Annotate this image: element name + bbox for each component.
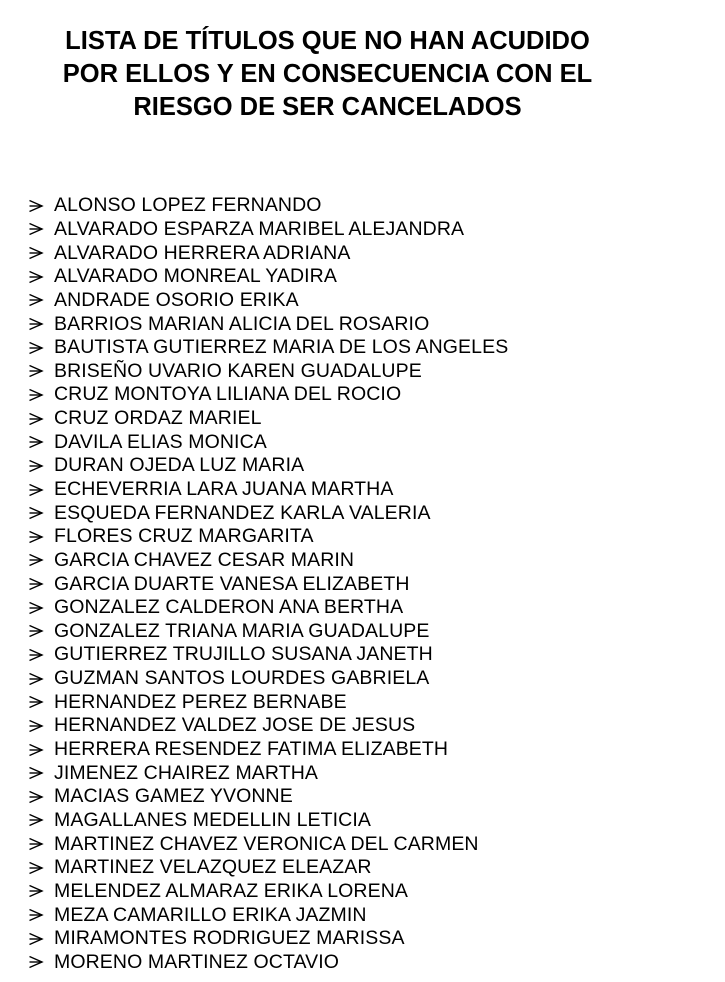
arrowhead-bullet-icon [28, 695, 44, 709]
person-name: JIMENEZ CHAIREZ MARTHA [54, 761, 319, 784]
list-item [28, 265, 508, 289]
arrowhead-bullet-icon [28, 837, 44, 851]
list-item [28, 336, 508, 360]
person-name: MARTINEZ CHAVEZ VERONICA DEL CARMEN [54, 832, 479, 855]
arrowhead-bullet-icon [28, 861, 44, 875]
list-item [28, 194, 508, 218]
person-name: ALONSO LOPEZ FERNANDO [54, 194, 322, 217]
list-item [28, 478, 508, 502]
arrowhead-bullet-icon [28, 341, 44, 355]
arrowhead-bullet-icon [28, 766, 44, 780]
arrowhead-bullet-icon [28, 222, 44, 236]
list-item [28, 714, 508, 738]
list-item [28, 407, 508, 431]
person-name: HERNANDEZ VALDEZ JOSE DE JESUS [54, 714, 416, 737]
arrowhead-bullet-icon [28, 317, 44, 331]
person-name: MELENDEZ ALMARAZ ERIKA LORENA [54, 879, 408, 902]
person-name: HERRERA RESENDEZ FATIMA ELIZABETH [54, 738, 449, 761]
person-name: MORENO MARTINEZ OCTAVIO [54, 950, 340, 973]
list-item [28, 525, 508, 549]
list-item [28, 289, 508, 313]
list-item [28, 241, 508, 265]
list-item [28, 359, 508, 383]
title-line: LISTA DE TÍTULOS QUE NO HAN ACUDIDO [65, 27, 590, 55]
arrowhead-bullet-icon [28, 624, 44, 638]
person-name: FLORES CRUZ MARGARITA [54, 525, 314, 548]
person-name: DURAN OJEDA LUZ MARIA [54, 454, 305, 477]
person-name: GONZALEZ CALDERON ANA BERTHA [54, 596, 404, 619]
list-item [28, 218, 508, 242]
list-item [28, 785, 508, 809]
list-item [28, 761, 508, 785]
list-item [28, 430, 508, 454]
list-item [28, 738, 508, 762]
arrowhead-bullet-icon [28, 790, 44, 804]
title-line: POR ELLOS Y EN CONSECUENCIA CON EL [62, 60, 593, 88]
person-name: CRUZ MONTOYA LILIANA DEL ROCIO [54, 383, 402, 406]
person-name: MIRAMONTES RODRIGUEZ MARISSA [54, 927, 405, 950]
arrowhead-bullet-icon [28, 199, 44, 213]
arrowhead-bullet-icon [28, 672, 44, 686]
person-name: GUTIERREZ TRUJILLO SUSANA JANETH [54, 643, 433, 666]
arrowhead-bullet-icon [28, 530, 44, 544]
list-item [28, 690, 508, 714]
arrowhead-bullet-icon [28, 506, 44, 520]
person-name: ALVARADO HERRERA ADRIANA [54, 241, 351, 264]
arrowhead-bullet-icon [28, 364, 44, 378]
arrowhead-bullet-icon [28, 813, 44, 827]
names-list [28, 194, 508, 974]
arrowhead-bullet-icon [28, 459, 44, 473]
arrowhead-bullet-icon [28, 553, 44, 567]
arrowhead-bullet-icon [28, 293, 44, 307]
arrowhead-bullet-icon [28, 270, 44, 284]
list-item [28, 572, 508, 596]
list-item [28, 856, 508, 880]
person-name: ALVARADO ESPARZA MARIBEL ALEJANDRA [54, 217, 465, 240]
list-item [28, 596, 508, 620]
list-item [28, 643, 508, 667]
list-item [28, 383, 508, 407]
person-name: ALVARADO MONREAL YADIRA [54, 265, 337, 288]
arrowhead-bullet-icon [28, 246, 44, 260]
person-name: HERNANDEZ PEREZ BERNABE [54, 690, 347, 713]
arrowhead-bullet-icon [28, 719, 44, 733]
document-title [0, 25, 655, 124]
arrowhead-bullet-icon [28, 955, 44, 969]
arrowhead-bullet-icon [28, 412, 44, 426]
person-name: MAGALLANES MEDELLIN LETICIA [54, 808, 371, 831]
title-line: RIESGO DE SER CANCELADOS [133, 93, 522, 121]
list-item [28, 454, 508, 478]
arrowhead-bullet-icon [28, 388, 44, 402]
arrowhead-bullet-icon [28, 577, 44, 591]
person-name: GUZMAN SANTOS LOURDES GABRIELA [54, 667, 430, 690]
person-name: CRUZ ORDAZ MARIEL [54, 407, 262, 430]
person-name: MARTINEZ VELAZQUEZ ELEAZAR [54, 856, 372, 879]
person-name: GARCIA CHAVEZ CESAR MARIN [54, 548, 355, 571]
list-item [28, 832, 508, 856]
person-name: ANDRADE OSORIO ERIKA [54, 288, 299, 311]
person-name: BAUTISTA GUTIERREZ MARIA DE LOS ANGELES [54, 336, 509, 359]
arrowhead-bullet-icon [28, 648, 44, 662]
list-item [28, 312, 508, 336]
person-name: ESQUEDA FERNANDEZ KARLA VALERIA [54, 501, 431, 524]
person-name: GONZALEZ TRIANA MARIA GUADALUPE [54, 619, 430, 642]
arrowhead-bullet-icon [28, 743, 44, 757]
list-item [28, 809, 508, 833]
person-name: GARCIA DUARTE VANESA ELIZABETH [54, 572, 410, 595]
arrowhead-bullet-icon [28, 932, 44, 946]
list-item [28, 880, 508, 904]
person-name: BRISEÑO UVARIO KAREN GUADALUPE [54, 359, 422, 382]
arrowhead-bullet-icon [28, 601, 44, 615]
person-name: BARRIOS MARIAN ALICIA DEL ROSARIO [54, 312, 430, 335]
person-name: MACIAS GAMEZ YVONNE [54, 785, 293, 808]
person-name: MEZA CAMARILLO ERIKA JAZMIN [54, 903, 367, 926]
arrowhead-bullet-icon [28, 908, 44, 922]
arrowhead-bullet-icon [28, 483, 44, 497]
list-item [28, 667, 508, 691]
arrowhead-bullet-icon [28, 884, 44, 898]
list-item [28, 951, 508, 975]
person-name: ECHEVERRIA LARA JUANA MARTHA [54, 478, 394, 500]
arrowhead-bullet-icon [28, 435, 44, 449]
list-item [28, 927, 508, 951]
list-item [28, 620, 508, 644]
list-item [28, 903, 508, 927]
list-item [28, 549, 508, 573]
person-name: DAVILA ELIAS MONICA [54, 430, 267, 453]
list-item [28, 501, 508, 525]
